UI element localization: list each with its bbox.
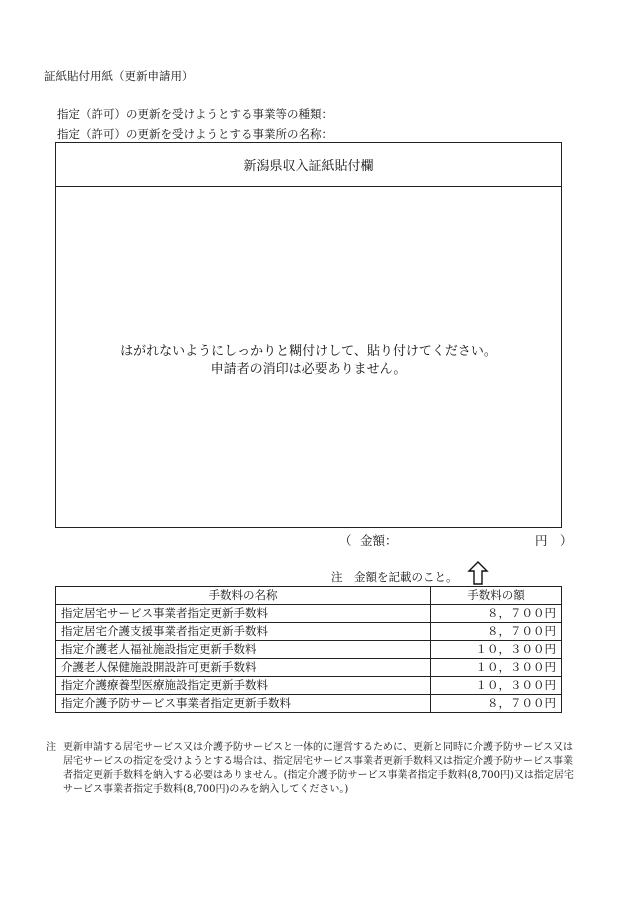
fee-name: 指定介護予防サービス事業者指定更新手数料 xyxy=(56,695,431,713)
footnote xyxy=(46,741,582,797)
fee-name: 指定介護老人福祉施設指定更新手数料 xyxy=(56,641,431,659)
amount-note: 注 金額を記載のこと。 xyxy=(331,570,458,584)
fee-amount-header: 手数料の額 xyxy=(431,587,562,605)
table-row xyxy=(56,677,562,695)
fee-name: 指定介護療養型医療施設指定更新手数料 xyxy=(56,677,431,695)
amount-open-paren: （ xyxy=(339,533,352,548)
table-row xyxy=(56,641,562,659)
table-row xyxy=(56,605,562,623)
fee-amount: ８，７００円 xyxy=(431,695,562,713)
footnote-mark: 注 xyxy=(46,742,56,753)
fee-table-header-row xyxy=(56,587,562,605)
stamp-area-header: 新潟県収入証紙貼付欄 xyxy=(56,143,561,187)
up-arrow-icon xyxy=(467,561,489,585)
amount-close-paren: ） xyxy=(560,533,573,548)
footnote-text: 更新申請する居宅サービス又は介護予防サービスと一体的に運営するために、更新と同時に介護予防サービス又は居宅サービスの指定を受けようとする場合は、指定居宅サービス事業者更新手数料又は指定介護予防サービス事業者指定更新手数料を納入する必要はありません。(指定介護予防サービス事業者指定手数料(8,700円)又は指定居宅サービス事業者指定手数料(8,700円)のみを納入してください。) xyxy=(63,742,574,795)
table-row xyxy=(56,695,562,713)
stamp-area xyxy=(55,142,562,528)
stamp-instructions xyxy=(56,343,561,379)
office-name-line: 指定（許可）の更新を受けようとする事業所の名称： xyxy=(57,127,333,141)
stamp-instruction-1: はがれないようにしっかりと糊付けして、貼り付けてください。 xyxy=(120,344,497,359)
amount-unit: 円 xyxy=(535,533,548,548)
fee-amount: ８，７００円 xyxy=(431,605,562,623)
fee-table xyxy=(55,586,562,713)
fee-amount: １０，３００円 xyxy=(431,659,562,677)
fee-amount: ８，７００円 xyxy=(431,623,562,641)
fee-name: 介護老人保健施設開設許可更新手数料 xyxy=(56,659,431,677)
table-row xyxy=(56,659,562,677)
document-title: 証紙貼付用紙（更新申請用） xyxy=(44,69,194,83)
stamp-instruction-2: 申請者の消印は必要ありません。 xyxy=(210,362,407,377)
amount-label: 金額： xyxy=(360,533,398,548)
table-row xyxy=(56,623,562,641)
fee-name-header: 手数料の名称 xyxy=(56,587,431,605)
fee-amount: １０，３００円 xyxy=(431,641,562,659)
fee-name: 指定居宅サービス事業者指定更新手数料 xyxy=(56,605,431,623)
business-type-line: 指定（許可）の更新を受けようとする事業等の種類： xyxy=(57,107,333,121)
fee-name: 指定居宅介護支援事業者指定更新手数料 xyxy=(56,623,431,641)
fee-amount: １０，３００円 xyxy=(431,677,562,695)
